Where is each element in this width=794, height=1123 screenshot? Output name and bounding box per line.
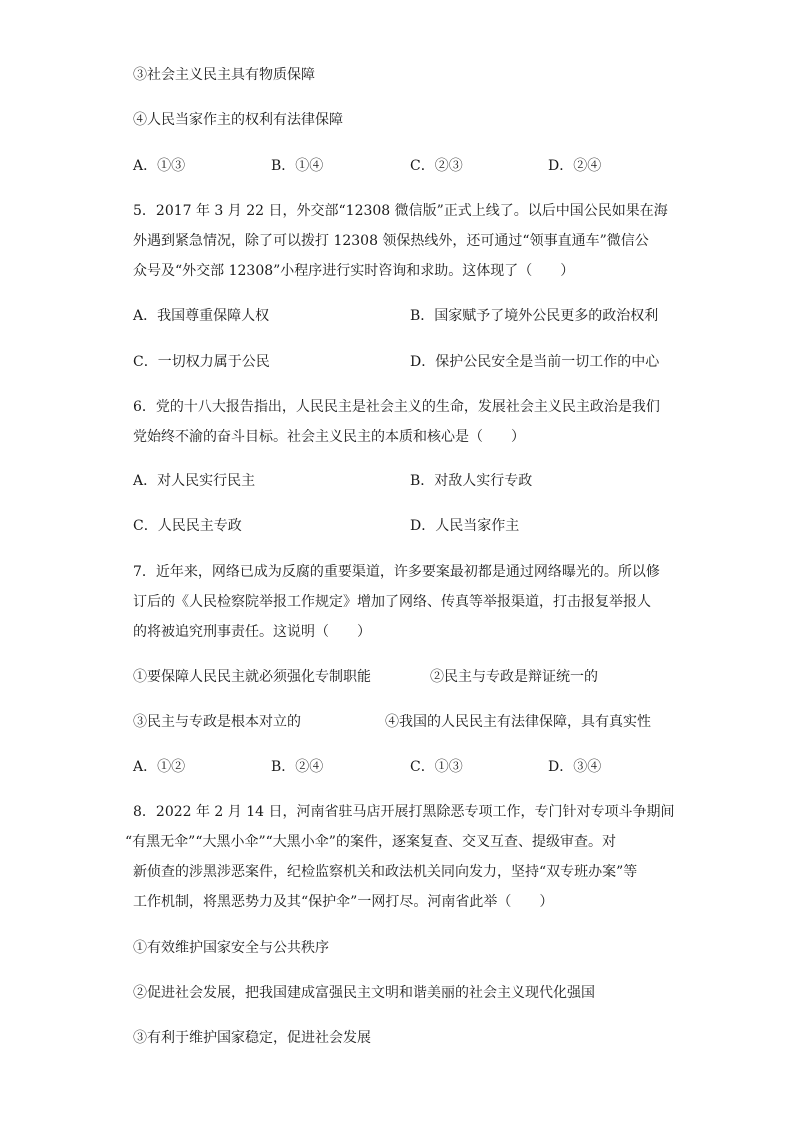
q7-statement-3: ③民主与专政是根本对立的 [133, 714, 301, 730]
q6-option-b: B．对敌人实行专政 [410, 473, 533, 489]
q7-stem-line: 7．近年来，网络已成为反腐的重要渠道，许多要案最初都是通过网络曝光的。所以修 [133, 564, 660, 580]
q8-stem-line: 8．2022 年 2 月 14 日，河南省驻马店开展打黑除恶专项工作，专门针对专项斗争期间 [133, 804, 675, 820]
q7-statement-1: ①要保障人民民主就必须强化专制职能 [133, 669, 371, 685]
q4-option-b: B．①④ [271, 158, 324, 174]
q5-option-c: C．一切权力属于公民 [133, 354, 270, 370]
q8-stem-line: 新侦查的涉黑涉恶案件，纪检监察机关和政法机关同向发力，坚持“双专班办案”等 [133, 864, 638, 880]
q6-option-d: D．人民当家作主 [410, 518, 520, 534]
q8-stem-line: “有黑无伞”“大黑小伞”“大黑小伞”的案件，逐案复查、交叉互查、提级审查。对 [125, 834, 616, 850]
q8-statement-1: ①有效维护国家安全与公共秩序 [133, 940, 329, 956]
q6-stem-line: 党始终不渝的奋斗目标。社会主义民主的本质和核心是（ ） [133, 429, 525, 445]
q7-option-c: C．①③ [410, 759, 463, 775]
q7-statement-4: ④我国的人民民主有法律保障，具有真实性 [385, 714, 651, 730]
q7-option-d: D．③④ [548, 759, 602, 775]
q5-stem-line: 5．2017 年 3 月 22 日，外交部“12308 微信版”正式上线了。以后中国公民如果在海 [133, 203, 668, 219]
q4-option-a: A．①③ [133, 158, 186, 174]
q6-option-c: C．人民民主专政 [133, 518, 242, 534]
q4-option-d: D．②④ [548, 158, 602, 174]
q8-stem-line: 工作机制，将黑恶势力及其“保护伞”一网打尽。河南省此举（ ） [133, 894, 554, 910]
q5-stem-line: 众号及“外交部 12308”小程序进行实时咨询和求助。这体现了（ ） [133, 263, 575, 279]
q5-option-a: A．我国尊重保障人权 [133, 308, 270, 324]
q8-statement-2: ②促进社会发展，把我国建成富强民主文明和谐美丽的社会主义现代化强国 [133, 985, 595, 1001]
q4-statement-3: ③社会主义民主具有物质保障 [133, 67, 315, 83]
q7-option-b: B．②④ [271, 759, 324, 775]
q4-statement-4: ④人民当家作主的权利有法律保障 [133, 112, 343, 128]
q7-stem-line: 订后的《人民检察院举报工作规定》增加了网络、传真等举报渠道，打击报复举报人 [133, 594, 651, 610]
q5-stem-line: 外遇到紧急情况，除了可以拨打 12308 领保热线外，还可通过“领事直通车”微信公 [133, 233, 649, 249]
q5-option-b: B．国家赋予了境外公民更多的政治权利 [410, 308, 659, 324]
q5-option-d: D．保护公民安全是当前一切工作的中心 [410, 354, 660, 370]
q4-option-c: C．②③ [410, 158, 463, 174]
q6-stem-line: 6．党的十八大报告指出，人民民主是社会主义的生命，发展社会主义民主政治是我们 [133, 399, 660, 415]
q8-statement-3: ③有利于维护国家稳定，促进社会发展 [133, 1030, 371, 1046]
q7-stem-line: 的将被追究刑事责任。这说明（ ） [133, 624, 371, 640]
q7-option-a: A．①② [133, 759, 186, 775]
q6-option-a: A．对人民实行民主 [133, 473, 256, 489]
q7-statement-2: ②民主与专政是辩证统一的 [430, 669, 598, 685]
